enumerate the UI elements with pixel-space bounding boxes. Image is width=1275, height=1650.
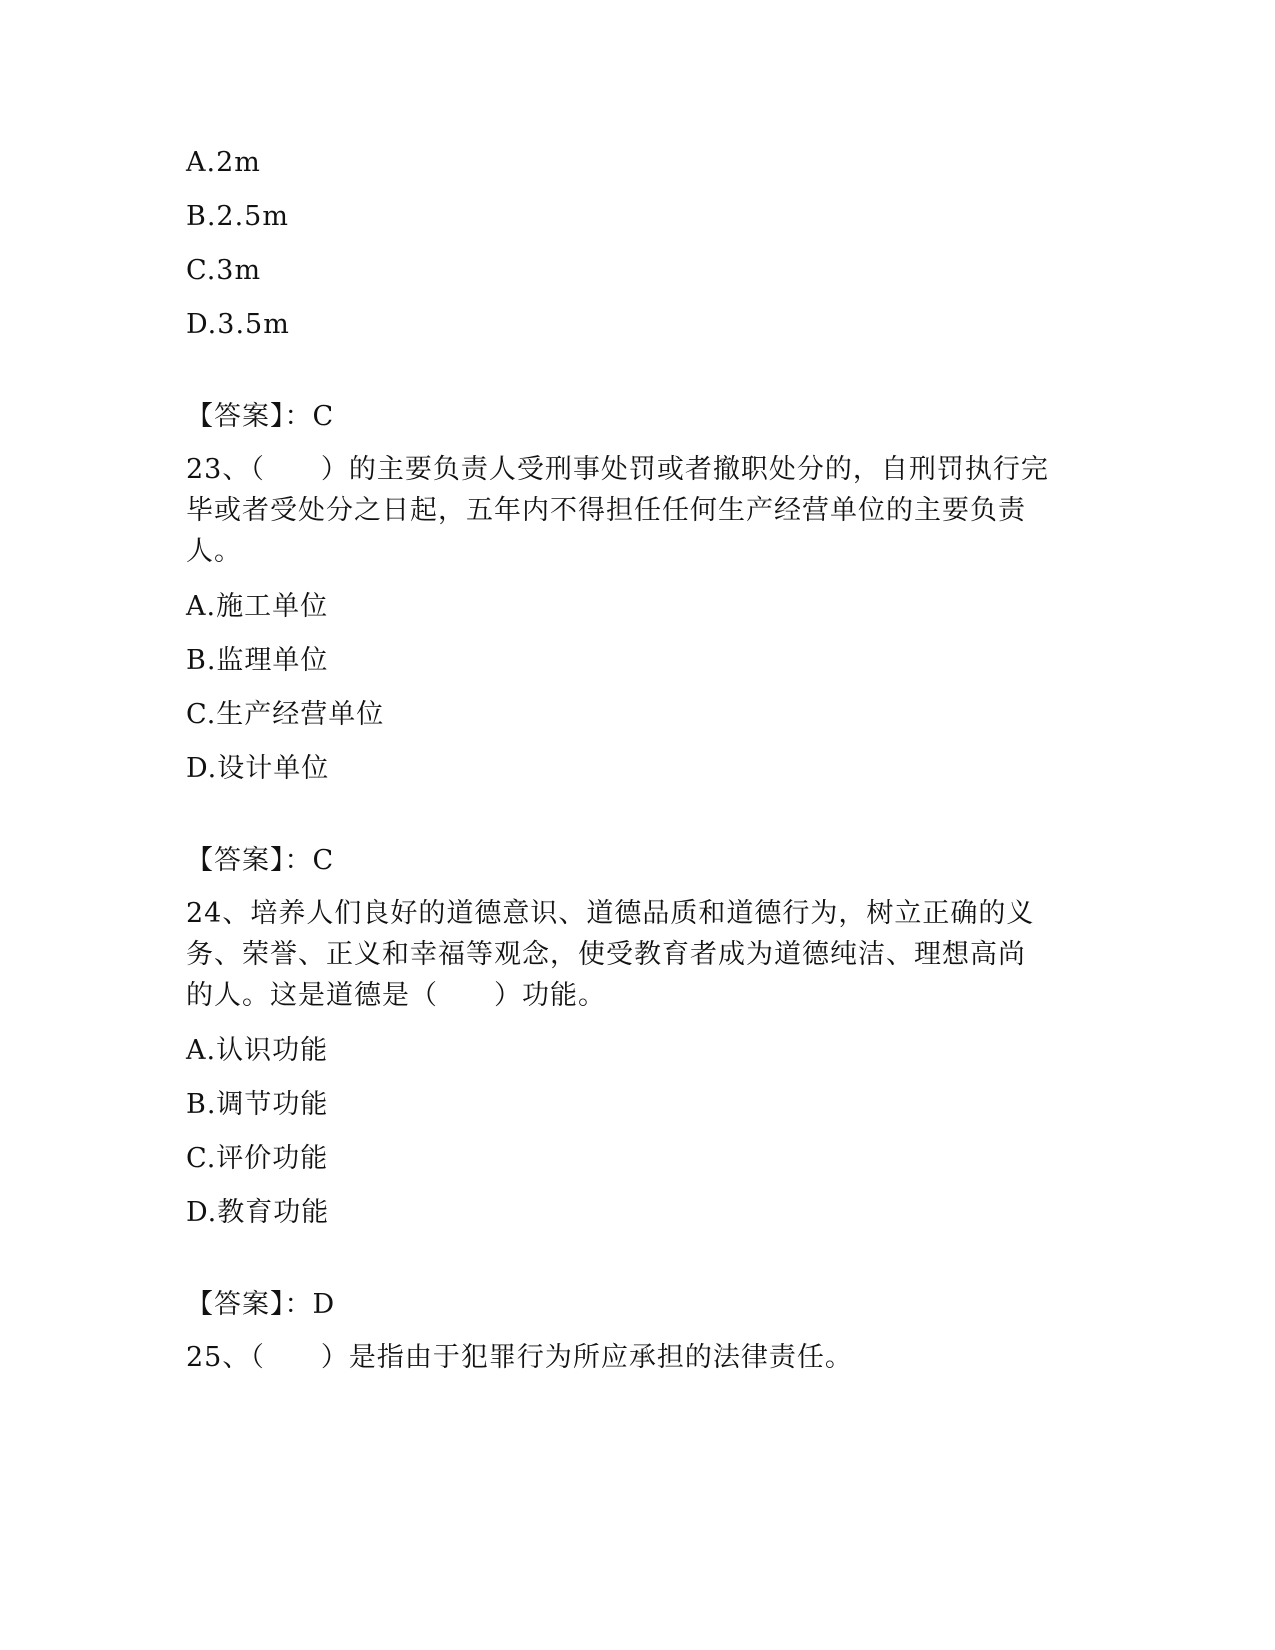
q22-answer: 【答案】：C xyxy=(186,401,335,432)
q23-option-d: D.设计单位 xyxy=(186,753,330,784)
q23-stem-line-1: 23、（ ）的主要负责人受刑事处罚或者撤职处分的，自刑罚执行完 xyxy=(186,454,1049,485)
q24-stem-line-1: 24、培养人们良好的道德意识、道德品质和道德行为，树立正确的义 xyxy=(186,898,1035,929)
q24-option-b: B.调节功能 xyxy=(186,1089,329,1120)
q24-stem-line-3: 的人。这是道德是（ ）功能。 xyxy=(186,980,606,1011)
q22-option-a: A.2m xyxy=(186,147,261,178)
q25-stem-line-1: 25、（ ）是指由于犯罪行为所应承担的法律责任。 xyxy=(186,1342,853,1373)
q22-option-c: C.3m xyxy=(186,255,262,286)
q24-option-c: C.评价功能 xyxy=(186,1143,329,1174)
q24-answer: 【答案】：D xyxy=(186,1289,336,1320)
q23-answer: 【答案】：C xyxy=(186,845,335,876)
q22-option-d: D.3.5m xyxy=(186,309,290,340)
q24-option-a: A.认识功能 xyxy=(186,1035,329,1066)
q23-stem-line-2: 毕或者受处分之日起，五年内不得担任任何生产经营单位的主要负责 xyxy=(186,495,1026,526)
q23-option-b: B.监理单位 xyxy=(186,645,329,676)
q24-option-d: D.教育功能 xyxy=(186,1197,330,1228)
q23-option-a: A.施工单位 xyxy=(186,591,329,622)
q23-option-c: C.生产经营单位 xyxy=(186,699,385,730)
q24-stem-line-2: 务、荣誉、正义和幸福等观念，使受教育者成为道德纯洁、理想高尚 xyxy=(186,939,1026,970)
q23-stem-line-3: 人。 xyxy=(186,536,242,567)
q22-option-b: B.2.5m xyxy=(186,201,289,232)
